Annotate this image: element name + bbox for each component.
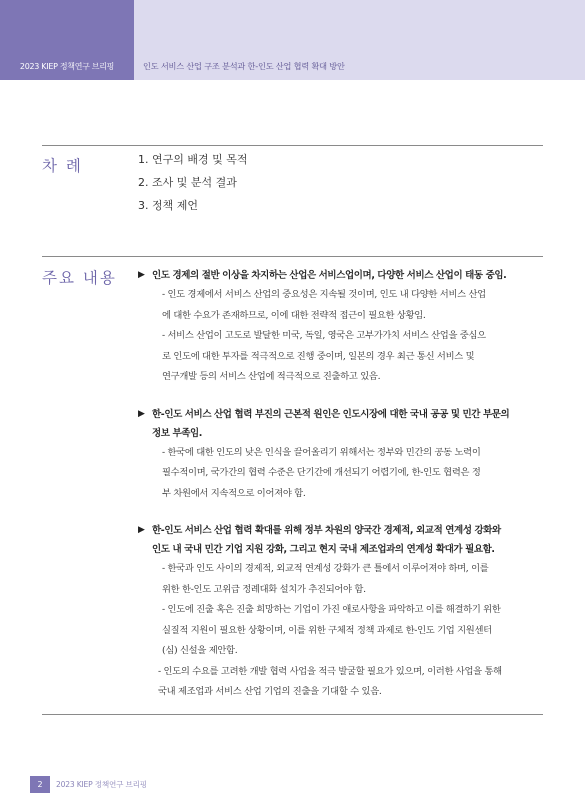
summary-point <box>138 266 544 285</box>
toc-item[interactable]: 3. 정책 제언 <box>138 199 198 212</box>
page-header <box>0 0 585 80</box>
subpoint-line: - 인도 경제에서 서비스 산업의 중요성은 지속될 것이며, 인도 내 다양한 서비스 산업 <box>162 289 486 300</box>
triangle-bullet-icon: ▶ <box>138 525 145 535</box>
summary-bottom-rule <box>42 714 543 715</box>
subpoint-line: (심) 신설을 제안함. <box>162 645 238 656</box>
summary-point-line: 인도 경제의 절반 이상을 차지하는 산업은 서비스업이며, 다양한 서비스 산업이 태동 중임. <box>152 270 507 281</box>
subpoint-line: - 한국에 대한 인도의 낮은 인식을 끌어올리기 위해서는 정부와 민간의 공동 노력이 <box>162 446 481 458</box>
summary-point-line: 인도 내 국내 민간 기업 지원 강화, 그리고 현지 국내 제조업과의 연계성 확대가 필요함. <box>152 544 495 555</box>
summary-subpoint <box>138 662 544 703</box>
subpoint-line: 부 차원에서 지속적으로 이어져야 함. <box>162 487 306 499</box>
subpoint-line: - 서비스 산업이 고도로 발달한 미국, 독일, 영국은 고부가가치 서비스 산업을 중심으 <box>162 330 486 341</box>
toc-heading: 차 례 <box>42 157 83 175</box>
summary-point-line: 한-인도 서비스 산업 협력 부진의 근본적 원인은 인도시장에 대한 국내 공공 및 민간 부문의 <box>152 408 510 420</box>
toc-top-rule <box>42 145 543 146</box>
subpoint-line: 국내 제조업과 서비스 산업 기업의 진출을 기대할 수 있음. <box>158 686 382 697</box>
toc-item[interactable]: 1. 연구의 배경 및 목적 <box>138 153 248 166</box>
table-of-contents <box>138 152 248 221</box>
footer-label: 2023 KIEP 정책연구 브리핑 <box>56 780 147 789</box>
summary-point <box>138 521 544 559</box>
publication-label: 2023 KIEP 정책연구 브리핑 <box>19 62 115 71</box>
summary-subpoint <box>138 285 544 326</box>
subpoint-line: - 한국과 인도 사이의 경제적, 외교적 연계성 강화가 큰 틀에서 이루어져야 하며, 이를 <box>162 563 489 574</box>
subpoint-line: 위한 한-인도 고위급 정례대화 설치가 추진되어야 함. <box>162 583 366 595</box>
subpoint-line: 연구개발 등의 서비스 산업에 적극적으로 진출하고 있음. <box>162 371 381 382</box>
summary-top-rule <box>42 256 543 257</box>
report-title: 인도 서비스 산업 구조 분석과 한-인도 산업 협력 확대 방안 <box>143 61 345 71</box>
subpoint-line: 에 대한 수요가 존재하므로, 이에 대한 전략적 접근이 필요한 상황임. <box>162 309 426 321</box>
summary-point-line: 정보 부족임. <box>152 427 203 439</box>
subpoint-line: 필수적이며, 국가간의 협력 수준은 단기간에 개선되기 어렵기에, 한-인도 협력은 정 <box>162 467 481 478</box>
triangle-bullet-icon: ▶ <box>138 408 145 419</box>
triangle-bullet-icon: ▶ <box>138 270 145 280</box>
subpoint-line: 로 인도에 대한 투자를 적극적으로 진행 중이며, 일본의 경우 최근 통신 서비스 및 <box>162 350 475 362</box>
summary-point-line: 한-인도 서비스 산업 협력 확대를 위해 정부 차원의 양국간 경제적, 외교적 연계성 강화와 <box>152 525 501 536</box>
summary-body <box>138 266 544 703</box>
summary-subpoint <box>138 600 544 662</box>
page-number: 2 <box>30 776 50 793</box>
summary-subpoint <box>138 443 544 505</box>
summary-subpoint <box>138 559 544 600</box>
toc-item[interactable]: 2. 조사 및 분석 결과 <box>138 176 237 189</box>
summary-point <box>138 405 544 443</box>
summary-subpoint <box>138 326 544 388</box>
summary-heading: 주요 내용 <box>42 269 117 287</box>
subpoint-line: - 인도의 수요를 고려한 개발 협력 사업을 적극 발굴할 필요가 있으며, 이러한 사업을 통해 <box>158 665 502 677</box>
subpoint-line: - 인도에 진출 혹은 진출 희망하는 기업이 가진 애로사항을 파악하고 이를 해결하기 위한 <box>162 604 501 615</box>
subpoint-line: 실질적 지원이 필요한 상황이며, 이를 위한 구체적 정책 과제로 한-인도 기업 지원센터 <box>162 624 492 636</box>
